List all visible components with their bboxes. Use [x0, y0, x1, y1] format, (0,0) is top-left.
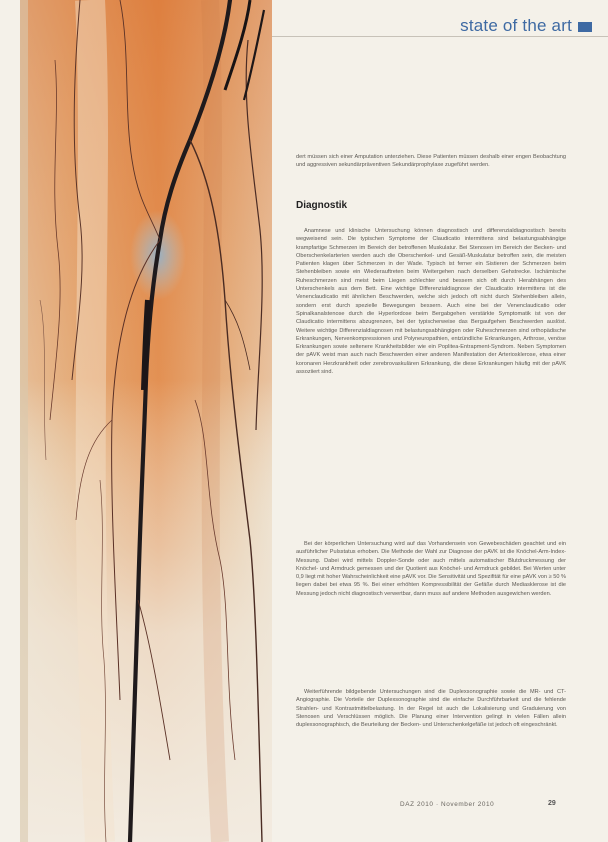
body-paragraph-3	[296, 688, 566, 729]
paragraph-text: Bei der körperlichen Untersuchung wird auf das Vorhandensein von Gewebeschäden geachtet und ein ausführlicher Pulsstatus erhoben. Die Methode der Wahl zur Diagnose der pAVK ist die Knöchel-Arm-Index-Messung. Dabei wird mittels Doppler-Sonde oder auch mittels automatischer Blutdruckmessung der Knöchel- und Armdruck gemessen und der Quotient aus Knöchel- und Armdruck gebildet. Bei Werten unter 0,9 liegt mit hoher Wahrscheinlichkeit eine pAVK vor. Die Sensitivität und Spezifität für eine pAVK von ≥ 50 % liegen dabei bei etwa 95 %. Bei einer erhöhten Kompressibilität der Gefäße durch Mediasklerose ist die Messung jedoch nicht diagnostisch verwertbar, dann muss auf andere Methoden ausgewichen werden.	[296, 541, 566, 597]
angiography-image	[20, 0, 272, 842]
footer-issue: DAZ 2010 · November 2010	[400, 801, 495, 808]
paragraph-text: Weiterführende bildgebende Untersuchungen sind die Duplexsonographie sowie die MR- und CT-Angiographie. Die Vorteile der Duplexsonographie sind die einfache Durchführbarkeit und die fehlende Strahlen- und Kontrastmittelbelastung. In der Regel ist auch die Lokalisierung und Graduierung von Stenosen und Verschlüssen möglich. Die Planung einer Intervention gelingt in vielen Fällen allein duplexsonographisch, die Beurteilung der Becken- und Unterschenkelgefäße ist jedoch oft eingeschränkt.	[296, 689, 566, 729]
intro-paragraph	[296, 153, 566, 170]
intro-text: dert müssen sich einer Amputation unterziehen. Diese Patienten müssen deshalb einer engen Beobachtung und aggressiven sekundärpräventiven Sekundärprophylaxe zugeführt werden.	[296, 154, 566, 169]
angiography-illustration	[20, 0, 272, 842]
section-label: state of the art	[460, 16, 572, 35]
header-rule	[272, 36, 608, 37]
page-number: 29	[548, 800, 556, 807]
section-heading: Diagnostik	[296, 200, 348, 211]
body-paragraph-1	[296, 227, 566, 376]
section-marker	[578, 22, 592, 32]
body-paragraph-2	[296, 540, 566, 598]
paragraph-text: Anamnese und klinische Untersuchung können diagnostisch und differenzialdiagnostisch bereits wegweisend sein. Die typischen Symptome der Claudicatio intermittens sind belastungsabhängige krampfartige Schmerzen im Bereich der betroffenen Muskulatur. Bei Stenosen im Bereich der Becken- und Oberschenkelarterien werden auch die Oberschenkel- und Gesäß-Muskulatur betroffen sein, die meisten Patienten klagen über Schmerzen in der Wade. Typisch ist ferner ein Sistieren der Schmerzen beim Stehenbleiben sowie ein Wiederauftreten beim Weitergehen nach derselben Gehstrecke. Ischämische Ruheschmerzen sind meist beim Liegen schlechter und bessern sich oft durch Herabhängen des Unterschenkels aus dem Bett. Eine wichtige Differenzialdiagnose der Claudicatio intermittens ist die Venenclaudicatio mit ähnlichen Beschwerden, welche sich jedoch oft nicht durch Stehenbleiben allein, sondern erst durch spezielle Bewegungen bessern. Auch eine bei der Venenclaudicatio oder Spinalkanalstenose durch die Hyperlordose beim Bergabgehen verstärkte Symptomatik ist von der Claudicatio intermittens abzugrenzen, bei der typischerweise das Bergaufgehen Beschwerden auslöst. Weitere wichtige Differenzialdiagnosen mit belastungsabhängigen oder Ruheschmerzen sind orthopädische Erkrankungen, Nervenkompressionen und Polyneuropathien, entzündliche Erkrankungen, Arthrose, venöse Erkrankungen sowie seltenere Krankheitsbilder wie ein Poplitea-Entrapment-Syndrom. Neben Symptomen der pAVK weist man auch nach Beschwerden einer anderen Manifestation der Arteriosklerose, etwa einer koronaren Herzkrankheit oder zerebrovaskulären Erkrankung, die diese Erkrankungen häufig mit der pAVK assoziiert sind.	[296, 228, 566, 376]
